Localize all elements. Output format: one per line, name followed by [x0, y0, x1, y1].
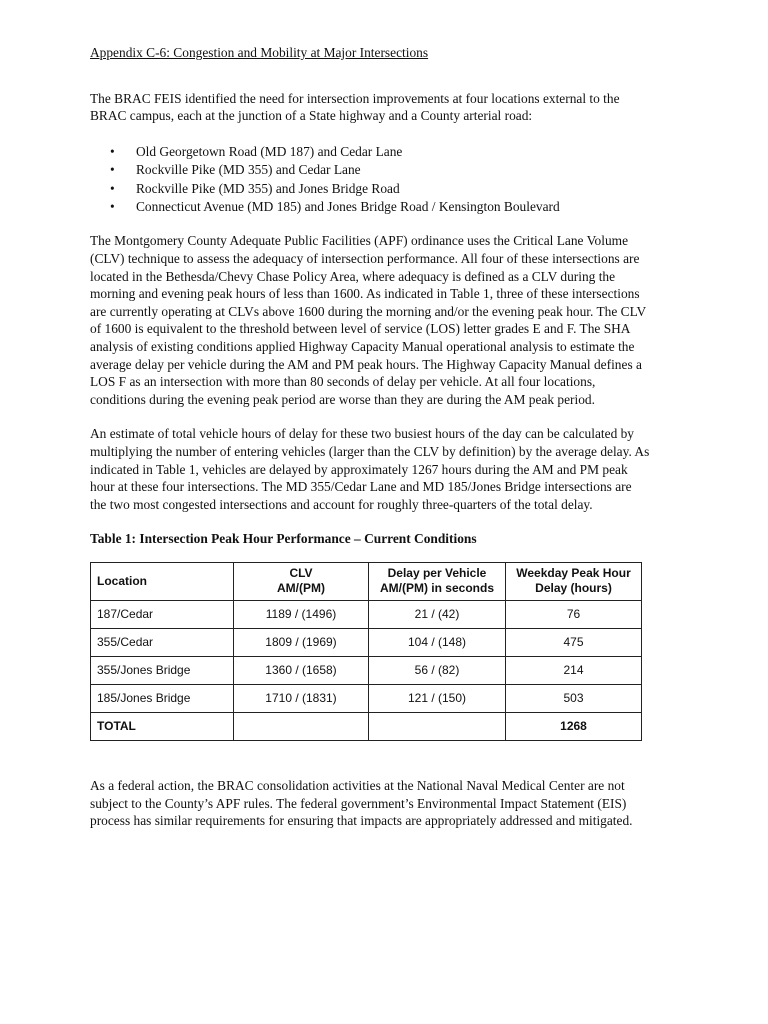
- table-row: [91, 684, 642, 712]
- intersection-list: [90, 143, 650, 217]
- table-row: [91, 628, 642, 656]
- list-item: [110, 198, 650, 216]
- cell-clv: 1360 / (1658): [234, 656, 369, 684]
- table-caption: Table 1: Intersection Peak Hour Performance – Current Conditions: [90, 531, 477, 547]
- cell-delay: 56 / (82): [369, 656, 506, 684]
- table-total-row: [91, 712, 642, 740]
- cell-delay: 121 / (150): [369, 684, 506, 712]
- header-weekday-peak-delay: Weekday Peak Hour Delay (hours): [506, 562, 642, 600]
- cell-total-label: TOTAL: [91, 712, 234, 740]
- cell-location: 185/Jones Bridge: [91, 684, 234, 712]
- cell-total-hours: 1268: [506, 712, 642, 740]
- cell-hours: 503: [506, 684, 642, 712]
- cell-location: 355/Cedar: [91, 628, 234, 656]
- cell-delay: 21 / (42): [369, 600, 506, 628]
- table-row: [91, 656, 642, 684]
- apf-paragraph: The Montgomery County Adequate Public Facilities (APF) ordinance uses the Critical Lane Volume (CLV) technique to assess the adequacy of intersection performance. All four of these intersections are located in the Bethesda/Chevy Chase Policy Area, where adequacy is defined as a CLV during the morning and evening peak hours of less than 1600. As indicated in Table 1, three of these intersections are currently operating at CLVs above 1600 during the morning and/or the evening peak hour. The CLV of 1600 is equivalent to the threshold between level of service (LOS) letter grades E and F. The SHA analysis of existing conditions applied Highway Capacity Manual operational analysis to estimate the average delay per vehicle during the AM and PM peak hours. The Highway Capacity Manual defines a LOS F as an intersection with more than 80 seconds of delay per vehicle. At all four locations, conditions during the evening peak period are worse than they are during the AM peak period.: [90, 233, 646, 407]
- header-delay-per-vehicle: Delay per Vehicle AM/(PM) in seconds: [369, 562, 506, 600]
- delay-estimate-paragraph: An estimate of total vehicle hours of delay for these two busiest hours of the day can be calculated by multiplying the number of entering vehicles (larger than the CLV by definition) by the average delay. As indicated in Table 1, vehicles are delayed by approximately 1267 hours during the AM and PM peak hour at these four intersections. The MD 355/Cedar Lane and MD 185/Jones Bridge intersections are the two most congested intersections and account for roughly three-quarters of the total delay.: [90, 426, 650, 512]
- bullet-icon: •: [110, 180, 115, 196]
- cell-hours: 214: [506, 656, 642, 684]
- table-header-row: [91, 562, 642, 600]
- bullet-icon: •: [110, 162, 115, 178]
- closing-paragraph: As a federal action, the BRAC consolidation activities at the National Naval Medical Center are not subject to the County’s APF rules. The federal government’s Environmental Impact Statement (EIS) process has similar requirements for ensuring that impacts are appropriately addressed and mitigated.: [90, 777, 633, 829]
- appendix-heading: Appendix C-6: Congestion and Mobility at Major Intersections: [90, 45, 429, 60]
- cell-clv: 1809 / (1969): [234, 628, 369, 656]
- cell-location: 355/Jones Bridge: [91, 656, 234, 684]
- bullet-icon: •: [110, 143, 115, 159]
- cell-clv: 1189 / (1496): [234, 600, 369, 628]
- cell-hours: 76: [506, 600, 642, 628]
- list-item-text: Rockville Pike (MD 355) and Jones Bridge Road: [136, 180, 400, 196]
- list-item: [110, 161, 650, 179]
- header-location: Location: [91, 562, 234, 600]
- cell-clv: 1710 / (1831): [234, 684, 369, 712]
- list-item-text: Old Georgetown Road (MD 187) and Cedar Lane: [136, 143, 403, 159]
- performance-table: [90, 562, 642, 741]
- intro-paragraph: The BRAC FEIS identified the need for intersection improvements at four locations external to the BRAC campus, each at the junction of a State highway and a County arterial road:: [90, 90, 620, 124]
- cell-total-clv: [234, 712, 369, 740]
- cell-location: 187/Cedar: [91, 600, 234, 628]
- list-item-text: Connecticut Avenue (MD 185) and Jones Bridge Road / Kensington Boulevard: [136, 199, 560, 214]
- document-page: [90, 44, 650, 830]
- cell-delay: 104 / (148): [369, 628, 506, 656]
- table-row: [91, 600, 642, 628]
- cell-hours: 475: [506, 628, 642, 656]
- list-item: [110, 180, 650, 198]
- bullet-icon: •: [110, 199, 115, 214]
- cell-total-delay: [369, 712, 506, 740]
- header-clv: CLV AM/(PM): [234, 562, 369, 600]
- list-item-text: Rockville Pike (MD 355) and Cedar Lane: [136, 162, 361, 178]
- list-item: [110, 143, 650, 161]
